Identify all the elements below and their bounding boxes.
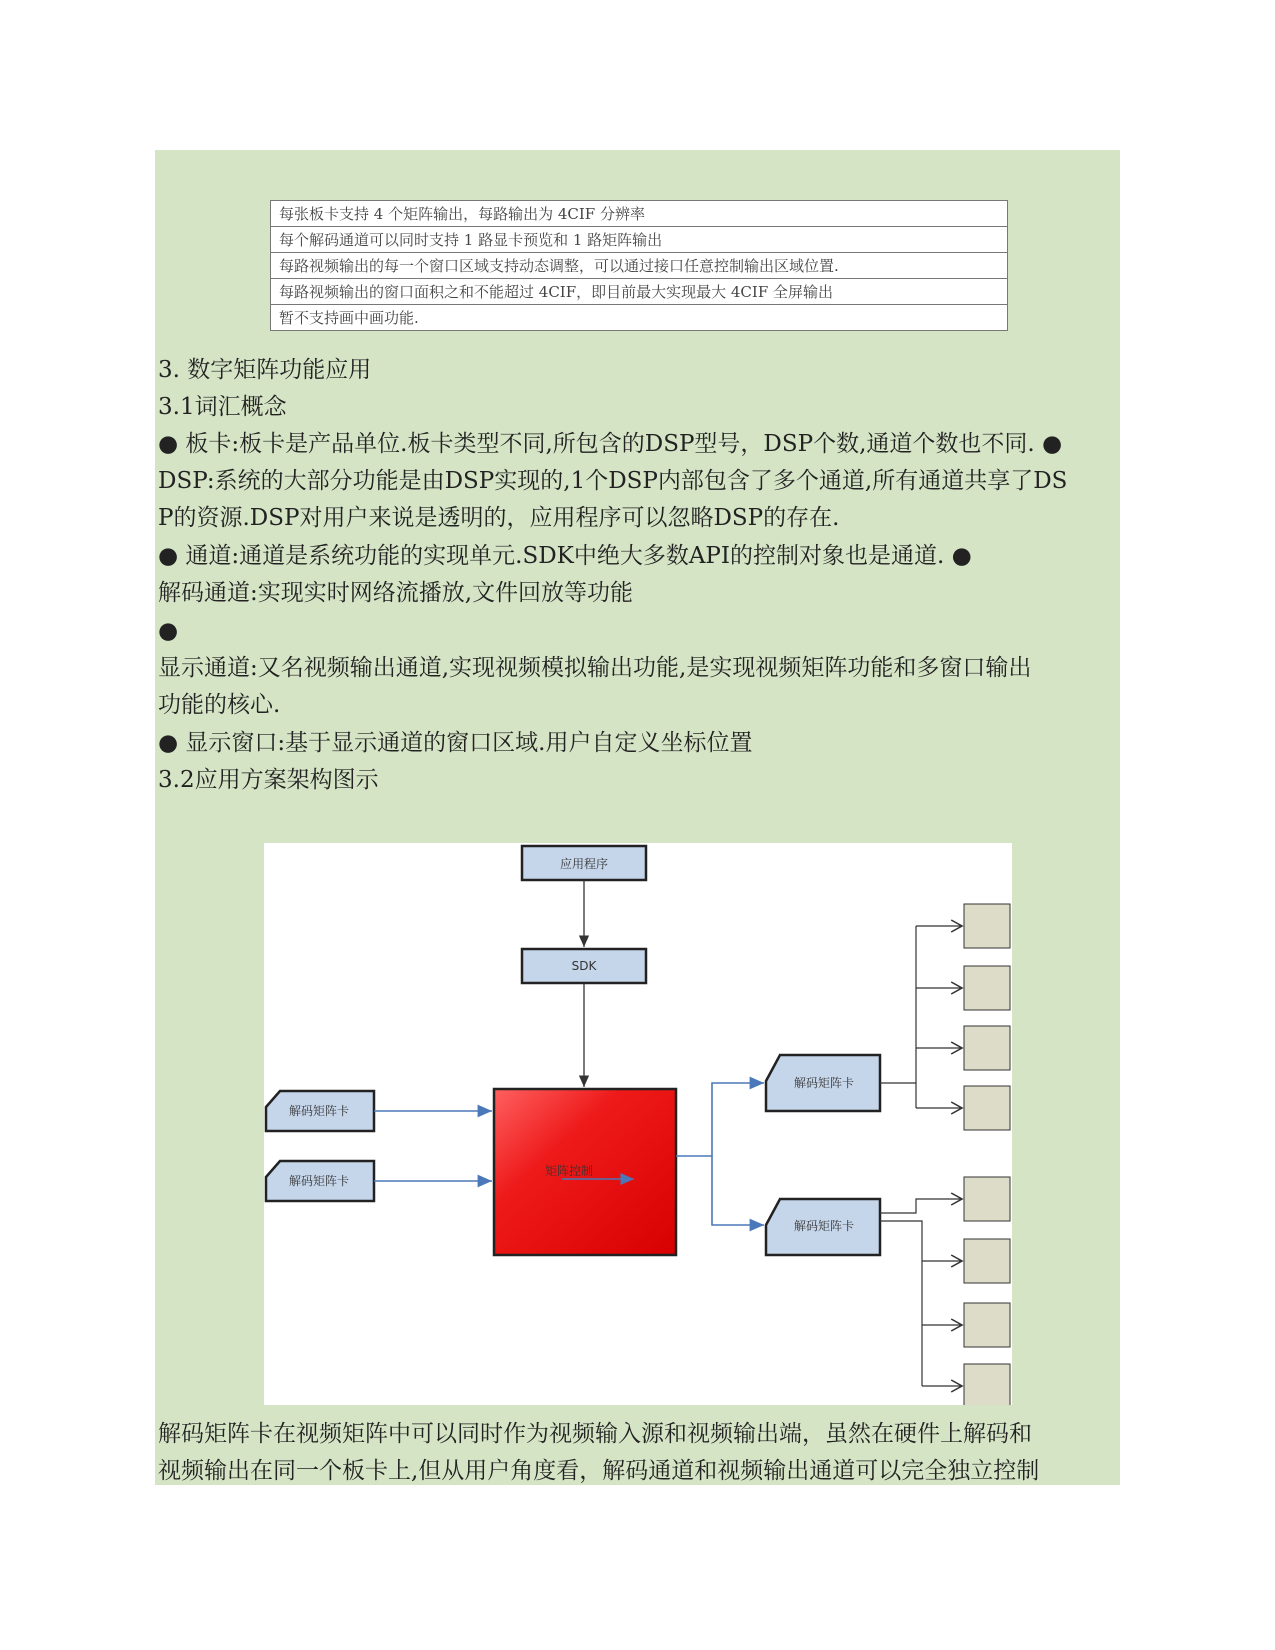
arrow-output-2	[712, 1156, 764, 1225]
sdk-label: SDK	[571, 959, 597, 973]
table-row	[271, 201, 1008, 227]
table-row	[271, 305, 1008, 331]
paragraph-line: ● 显示窗口:基于显示通道的窗口区域.用户自定义坐标位置	[158, 730, 753, 756]
table-cell: 每个解码通道可以同时支持 1 路显卡预览和 1 路矩阵输出	[271, 227, 1008, 253]
table-cell: 每张板卡支持 4 个矩阵输出，每路输出为 4CIF 分辨率	[271, 201, 1008, 227]
table-row	[271, 253, 1008, 279]
matrix-control-label: 矩阵控制	[544, 1164, 594, 1178]
bullet-mark: ●	[158, 618, 179, 644]
output-card-label: 解码矩阵卡	[793, 1219, 855, 1233]
architecture-diagram	[264, 843, 1012, 1405]
sdk-box	[522, 949, 646, 983]
input-card-1	[266, 1091, 374, 1131]
display-screen	[964, 1239, 1010, 1283]
paragraph-line: 显示通道:又名视频输出通道,实现视频模拟输出功能,是实现视频矩阵功能和多窗口输出	[158, 655, 1032, 681]
table-row	[271, 279, 1008, 305]
display-screen	[964, 1026, 1010, 1070]
table-cell: 暂不支持画中画功能.	[271, 305, 1008, 331]
paragraph-line: 解码矩阵卡在视频矩阵中可以同时作为视频输入源和视频输出端，虽然在硬件上解码和	[158, 1421, 1032, 1447]
matrix-control-box	[494, 1089, 676, 1255]
paragraph-line: 功能的核心.	[158, 692, 281, 718]
paragraph-line: DSP:系统的大部分功能是由DSP实现的,1个DSP内部包含了多个通道,所有通道共享了DS	[158, 468, 1068, 494]
display-screen	[964, 1364, 1010, 1405]
table-cell: 每路视频输出的每一个窗口区域支持动态调整，可以通过接口任意控制输出区域位置.	[271, 253, 1008, 279]
arrow-output-1	[676, 1083, 764, 1156]
table-row	[271, 227, 1008, 253]
output-card-2	[766, 1199, 880, 1255]
paragraph-line: 视频输出在同一个板卡上,但从用户角度看，解码通道和视频输出通道可以完全独立控制	[158, 1458, 1040, 1484]
input-card-label: 解码矩阵卡	[288, 1174, 350, 1188]
table-cell: 每路视频输出的窗口面积之和不能超过 4CIF，即目前最大实现最大 4CIF 全屏输出	[271, 279, 1008, 305]
app-box	[522, 846, 646, 880]
input-card-2	[266, 1161, 374, 1201]
paragraph-line: 解码通道:实现实时网络流播放,文件回放等功能	[158, 580, 634, 606]
paragraph-line: ● 板卡:板卡是产品单位.板卡类型不同,所包含的DSP型号，DSP个数,通道个数也不同. ●	[158, 431, 1063, 457]
display-screen	[964, 1303, 1010, 1347]
section-heading-3-2: 3.2应用方案架构图示	[158, 767, 379, 793]
display-screen	[964, 904, 1010, 948]
section-heading-3: 3. 数字矩阵功能应用	[158, 357, 372, 383]
output-card-1	[766, 1055, 880, 1111]
app-label: 应用程序	[559, 857, 609, 871]
display-screen	[964, 1086, 1010, 1130]
display-screen	[964, 1177, 1010, 1221]
display-screen	[964, 966, 1010, 1010]
input-card-label: 解码矩阵卡	[288, 1104, 350, 1118]
section-heading-3-1: 3.1词汇概念	[158, 394, 287, 420]
paragraph-line: ● 通道:通道是系统功能的实现单元.SDK中绝大多数API的控制对象也是通道. ●	[158, 543, 972, 569]
paragraph-line: P的资源.DSP对用户来说是透明的，应用程序可以忽略DSP的存在.	[158, 505, 840, 531]
feature-table	[270, 200, 1008, 331]
output-card-label: 解码矩阵卡	[793, 1076, 855, 1090]
